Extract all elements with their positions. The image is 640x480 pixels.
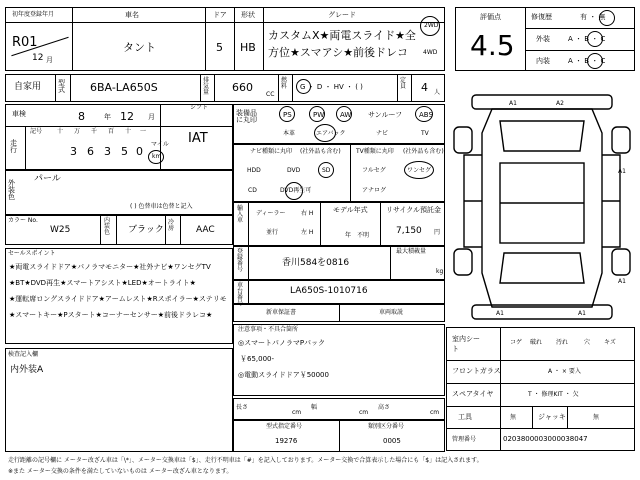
windshield-label: フロントガラス (452, 367, 501, 375)
mgmt-value: 0203800003000038047 (503, 435, 588, 443)
ac-value: AAC (196, 225, 215, 235)
navi-sd: SD (322, 167, 331, 174)
reg-month: 12 (32, 53, 44, 63)
sheet-item: 破れ (530, 339, 543, 346)
import-right: 右 H (301, 210, 314, 217)
damage-a1-rear-left: A1 (496, 310, 504, 317)
height-unit: cm (430, 409, 440, 416)
exterior-b-circle (587, 31, 603, 47)
pw-circle (309, 106, 325, 122)
import-parallel: 並行 (266, 229, 279, 236)
width-label: 幅 (311, 404, 318, 411)
use-label: 自家用 (14, 82, 42, 92)
year-unit: 年 (104, 113, 111, 121)
color-note: ( ) 色替車は色替と記入 (130, 203, 193, 210)
equipment-title: 装備品に丸印 (236, 109, 257, 124)
width-unit: cm (359, 409, 369, 416)
model-value: 6BA-LA650S (90, 81, 158, 94)
mileage-digit: 0 (136, 145, 143, 158)
notes-title: 注意事項・不具合箇所 (238, 326, 299, 333)
capacity-value: 4 (421, 81, 428, 94)
spare-label: スペアタイヤ (452, 390, 494, 398)
mileage-digit: 5 (121, 145, 128, 158)
damage-a1-right: A1 (618, 168, 626, 175)
mgmt-label: 管理番号 (452, 436, 477, 443)
displacement-value: 660 (232, 81, 253, 94)
exterior-color-label: 外装色 (8, 179, 15, 201)
selling-point-line: ★BT★DVD再生★スマートアシスト★LED★オートライト★ (9, 279, 196, 287)
mileage-digit: 3 (70, 145, 77, 158)
equip-sunroof: サンルーフ (368, 111, 403, 119)
interior-grade-options: A ・ B ・ C (568, 57, 606, 65)
mileage-unit-6: 一 (140, 128, 147, 135)
selling-point-line: ★運転席ロングスライドドア★アームレスト★Rスポイラー★ステリモ (9, 295, 227, 303)
recycle-label: リサイクル預託金 (386, 206, 442, 214)
selling-point-line: ★両電スライドドア★パノラマモニター★社外ナビ★ワンセグTV (9, 263, 211, 271)
tv-fullseg: フルセグ (362, 167, 386, 174)
max-load-unit: kg (436, 268, 444, 275)
reg-year-label: 初年度登録年月 (12, 11, 55, 18)
length-label: 長さ (236, 404, 249, 411)
mileage-digit: 6 (87, 145, 94, 158)
spec-frame (5, 74, 445, 102)
navi-title: ナビ種類に丸印 (250, 148, 293, 155)
damage-a1-right2: A1 (618, 278, 626, 285)
shift-value: IAT (188, 131, 208, 146)
equip-abs: ABS (419, 111, 433, 119)
navi-cd: CD (248, 187, 257, 194)
mileage-unit-5: 十 (125, 128, 132, 135)
drive-4wd: 4WD (423, 49, 438, 56)
mileage-label: 走行 (10, 139, 17, 154)
capacity-unit: 人 (434, 89, 441, 96)
shape-label: 形状 (241, 11, 255, 19)
sheet-item: キズ (604, 339, 616, 346)
footer-line2: ※また メーター交換の条件を満たしていないものは メーター改ざん車となります。 (8, 468, 233, 475)
jack-value: 無 (593, 414, 600, 421)
footer-line1: 走行距離の記号欄に メーター改ざん車は「\*」、メーター交換車は「$」、走行不明車は「#」を記入しております。メーター交換で合算表示した場合にも「$」は記入されます。 (8, 457, 483, 464)
car-name-label: 車名 (125, 11, 139, 19)
ps-circle (279, 106, 295, 122)
grade-label: グレード (328, 11, 356, 19)
manual-label: 車両取説 (379, 309, 404, 316)
tv-title: TV種類に丸印 (356, 148, 394, 155)
fuel-g-circle (296, 79, 311, 94)
model-year-value: 年 不明 (345, 232, 370, 239)
inspection-year: 8 (78, 110, 85, 123)
interior-sheet-label: 室内シート (452, 335, 480, 353)
car-name: タント (123, 41, 156, 54)
equip-tv: TV (421, 130, 429, 137)
inspector-frame (5, 348, 233, 452)
tv-oneseg: ワンセグ (407, 167, 432, 174)
equip-airbag: エアバック (316, 130, 346, 137)
chassis-value: LA650S-1010716 (290, 286, 368, 296)
exterior-grade-label: 外装 (536, 35, 550, 43)
equip-aw: AW (340, 111, 352, 119)
damage-a2: A2 (556, 100, 564, 107)
fuel-options: G ・ D ・ HV ・ ( ) (300, 83, 363, 91)
inspector-title: 検査記入欄 (8, 351, 39, 358)
mileage-mile: マイル (151, 141, 169, 148)
dvd-play-circle (285, 182, 303, 200)
interior-color-label: 内装色 (104, 217, 111, 236)
import-left: 左 H (301, 229, 314, 236)
navi-dvd-play: DVD再生可 (280, 187, 312, 194)
repair-none-circle (599, 10, 615, 26)
damage-a1: A1 (509, 100, 517, 107)
jack-label: ジャッキ (538, 413, 566, 421)
cc-unit: CC (266, 91, 275, 98)
drive-2wd: 2WD (424, 22, 439, 29)
spare-value: T ・ 修理KIT ・ 欠 (528, 391, 579, 398)
max-load-label: 最大積載量 (396, 248, 427, 255)
mileage-digit: 3 (104, 145, 111, 158)
airbag-circle (314, 124, 336, 142)
color-code-value: W25 (50, 225, 71, 235)
sheet-item: コゲ (510, 339, 523, 346)
repair-options: 有 ・ 無 (580, 13, 606, 21)
tv-note: (社外品も含む) (403, 148, 444, 155)
equip-pw: PW (313, 111, 325, 119)
score-value: 4.5 (470, 29, 515, 62)
selling-point-line: ★スマートキー★Pスタート★コーナーセンサー★前後ドラレコ★ (9, 311, 213, 319)
import-dealer: ディーラー (256, 210, 286, 217)
inspector-value: 内外装A (10, 365, 44, 375)
shift-label: シフト (190, 104, 209, 111)
type-no-label: 型式指定番号 (266, 423, 303, 430)
equip-leather: 本革 (283, 130, 296, 137)
damage-a1-rear-right: A1 (578, 310, 586, 317)
height-label: 高さ (378, 404, 391, 411)
mileage-unit-1: 十 (57, 128, 64, 135)
mileage-unit-3: 千 (91, 128, 98, 135)
inspection-label: 車検 (12, 110, 26, 118)
recycle-yen: 円 (434, 229, 441, 236)
class-no-label: 類別区分番号 (368, 423, 405, 430)
note-line: ◎スマートパノラマPパック (238, 339, 326, 347)
score-label: 評価点 (480, 13, 501, 21)
dimensions-frame (233, 398, 445, 420)
exterior-color-value: パール (34, 174, 61, 184)
grade-line2: 方位★スマアシ★前後ドレコ (268, 46, 409, 59)
model-year-label: モデル年式 (333, 206, 368, 214)
oneseg-circle (404, 161, 434, 179)
sd-circle (318, 162, 334, 178)
interior-color-value: ブラック (128, 225, 164, 235)
selling-points-title: セールスポイント (8, 250, 56, 257)
repair-label: 修復歴 (531, 13, 552, 21)
capacity-label: 定員 (400, 77, 407, 90)
color-code-label: カラー No. (8, 217, 38, 224)
reg-year: R01 (12, 35, 38, 50)
abs-circle (415, 106, 433, 122)
mileage-unit-2: 万 (74, 128, 81, 135)
month-unit: 月 (148, 113, 155, 121)
warranty-label: 新車保証書 (266, 309, 297, 316)
reg-month-unit: 月 (46, 56, 53, 64)
car-damage-diagram (452, 93, 632, 321)
import-label: 輸入車 (237, 205, 244, 224)
note-line: ￥65,000- (240, 355, 275, 363)
model-label: 型式 (58, 79, 65, 94)
recycle-value: 7,150 (396, 226, 422, 236)
chassis-label: 車台番号 (237, 282, 244, 307)
navi-note: (社外品も含む) (300, 148, 341, 155)
aw-circle (336, 106, 352, 122)
type-no-value: 19276 (275, 437, 298, 445)
equip-ps: PS (283, 111, 292, 119)
interior-b-circle (587, 53, 603, 69)
length-unit: cm (292, 409, 302, 416)
exterior-grade-options: A ・ B ・ C (568, 35, 606, 43)
equip-navi: ナビ (376, 130, 389, 137)
plate-label: 登録番号 (237, 248, 244, 273)
navi-dvd: DVD (287, 167, 301, 174)
shape-value: HB (240, 41, 256, 54)
windshield-value: A ・ × 要入 (548, 368, 581, 375)
tools-value: 無 (510, 414, 517, 421)
sheet-item: 汚れ (556, 339, 569, 346)
inspection-month: 12 (120, 110, 134, 123)
displacement-label: 排気量 (203, 77, 210, 96)
door-value: 5 (216, 41, 223, 54)
plate-value: 香川584を0816 (282, 258, 350, 268)
ac-label: 冷房 (168, 219, 175, 232)
tools-label: 工具 (458, 413, 472, 421)
interior-grade-label: 内装 (536, 57, 550, 65)
navi-hdd: HDD (247, 167, 261, 174)
fuel-label: 燃料 (281, 77, 288, 90)
mileage-unit-4: 百 (108, 128, 115, 135)
tv-analog: アナログ (362, 187, 387, 194)
mileage-unit-0: 記号 (30, 128, 43, 135)
door-label: ドア (213, 11, 227, 19)
class-no-value: 0005 (383, 437, 401, 445)
sheet-item: 穴 (584, 339, 591, 346)
grade-line1: カスタムX★両電スライド★全 (268, 29, 416, 42)
mileage-km: km (152, 153, 162, 160)
note-line: ◎電動スライドドア￥50000 (238, 371, 329, 379)
